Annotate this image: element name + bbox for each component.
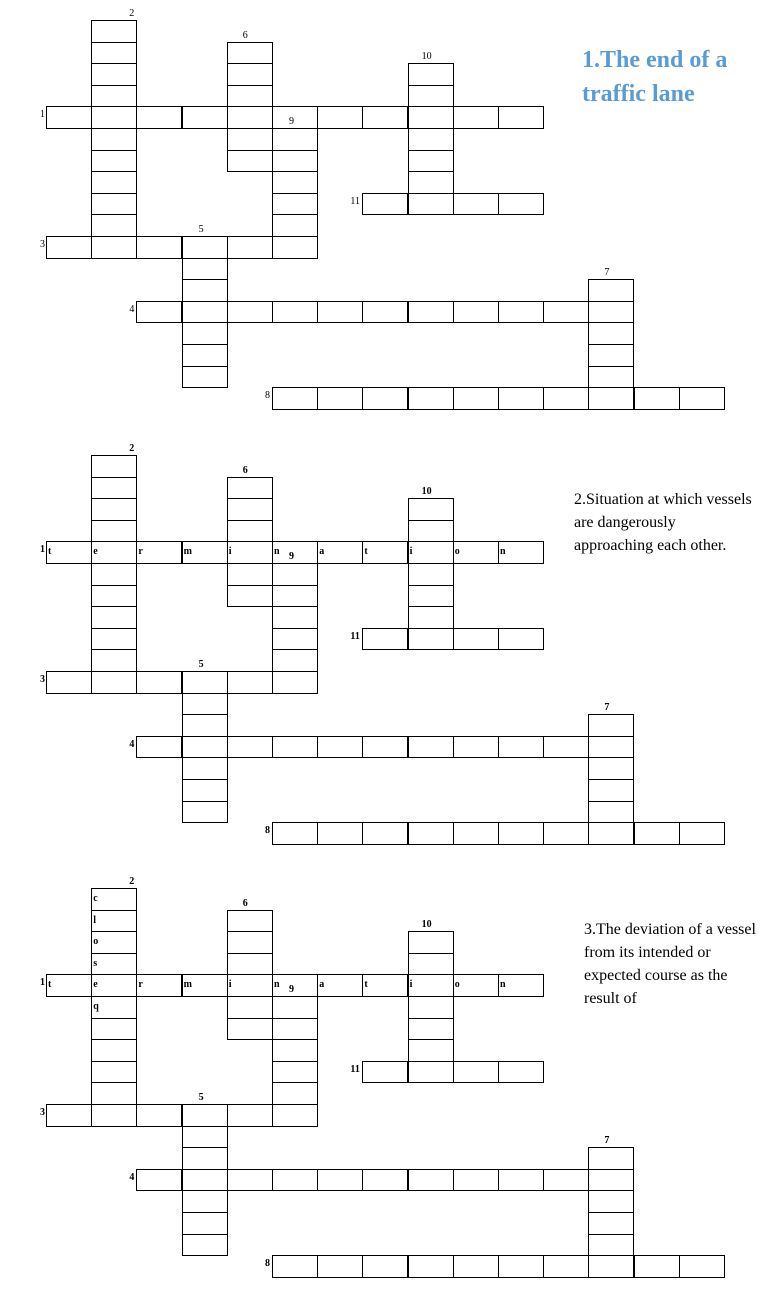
crossword-cell[interactable]: [498, 736, 544, 759]
crossword-cell[interactable]: [227, 974, 273, 997]
crossword-cell[interactable]: [408, 1169, 454, 1192]
crossword-cell[interactable]: [182, 1190, 228, 1213]
cell-letter: n: [500, 979, 506, 991]
crossword-cell[interactable]: [272, 150, 318, 173]
crossword-cell[interactable]: [272, 1018, 318, 1041]
crossword-cell[interactable]: [498, 541, 544, 564]
crossword-cell[interactable]: [227, 671, 273, 694]
crossword-cell[interactable]: [227, 128, 273, 151]
crossword-cell[interactable]: [408, 498, 454, 521]
cell-letter: n: [274, 979, 280, 991]
crossword-cell[interactable]: [362, 822, 408, 845]
crossword-cell[interactable]: [408, 736, 454, 759]
cell-letter: s: [93, 957, 98, 969]
crossword-cell[interactable]: [408, 563, 454, 586]
crossword-cell[interactable]: [136, 106, 182, 129]
crossword-cell[interactable]: [272, 822, 318, 845]
crossword-cell[interactable]: [46, 671, 92, 694]
crossword-cell[interactable]: [408, 822, 454, 845]
cell-letter: o: [454, 979, 460, 991]
crossword-cell[interactable]: [453, 736, 499, 759]
crossword-cell[interactable]: [227, 520, 273, 543]
clue-number-11: 11: [350, 1063, 360, 1075]
clue-number-8: 8: [265, 1258, 270, 1270]
clue-number-2: 2: [129, 8, 135, 19]
crossword-cell[interactable]: [227, 42, 273, 65]
crossword-cell[interactable]: [543, 301, 589, 324]
clue-number-5: 5: [198, 659, 204, 670]
crossword-cell[interactable]: [227, 953, 273, 976]
crossword-cell[interactable]: [272, 193, 318, 216]
cell-letter: r: [138, 979, 143, 991]
crossword-cell[interactable]: [362, 1169, 408, 1192]
cell-letter: a: [319, 979, 325, 991]
crossword-cell[interactable]: [408, 171, 454, 194]
crossword-cell[interactable]: [91, 236, 137, 259]
cell-letter: o: [454, 546, 460, 558]
crossword-cell[interactable]: [543, 387, 589, 410]
crossword-cell[interactable]: [272, 671, 318, 694]
crossword-cell[interactable]: [227, 106, 273, 129]
crossword-cell[interactable]: [227, 477, 273, 500]
crossword-cell[interactable]: [91, 85, 137, 108]
crossword-cell[interactable]: [272, 974, 318, 997]
clue-number-5: 5: [198, 1092, 204, 1103]
crossword-cell[interactable]: [408, 193, 454, 216]
crossword-cell[interactable]: [182, 757, 228, 780]
cell-letter: m: [183, 546, 192, 558]
crossword-cell[interactable]: [453, 193, 499, 216]
crossword-cell[interactable]: [272, 996, 318, 1019]
crossword-cell[interactable]: [182, 801, 228, 824]
clue-number-2: 2: [129, 876, 135, 887]
crossword-cell[interactable]: [362, 193, 408, 216]
crossword-cell[interactable]: [317, 1169, 363, 1192]
crossword-cell[interactable]: [272, 1039, 318, 1062]
crossword-cell[interactable]: [408, 974, 454, 997]
crossword-cell[interactable]: [588, 822, 634, 845]
clue-text-2: 2.Situation at which vessels are dangerously approaching each other.: [574, 491, 752, 554]
crossword-cell[interactable]: [46, 1104, 92, 1127]
crossword-cell[interactable]: [182, 106, 228, 129]
crossword-cell[interactable]: [91, 563, 137, 586]
crossword-cell[interactable]: [453, 106, 499, 129]
crossword-cell[interactable]: [498, 301, 544, 324]
clue-number-9: 9: [289, 551, 294, 562]
clue-number-4: 4: [129, 303, 135, 315]
cell-letter: l: [93, 914, 96, 926]
crossword-cell[interactable]: [91, 931, 137, 954]
crossword-cell[interactable]: [272, 128, 318, 151]
cell-letter: i: [228, 546, 232, 558]
clue-number-10: 10: [421, 919, 432, 931]
crossword-cell[interactable]: [91, 606, 137, 629]
clue-number-1: 1: [40, 977, 45, 989]
clue-number-11: 11: [350, 630, 360, 642]
crossword-cell[interactable]: [272, 236, 318, 259]
cell-letter: n: [500, 546, 506, 558]
crossword-cell[interactable]: [679, 387, 725, 410]
crossword-cell[interactable]: [227, 1104, 273, 1127]
crossword-cell[interactable]: [182, 322, 228, 345]
crossword-cell[interactable]: [498, 106, 544, 129]
crossword-cell[interactable]: [588, 779, 634, 802]
clue-text-3: 3.The deviation of a vessel from its intended or expected course as the result of: [584, 921, 756, 1007]
crossword-cell[interactable]: [588, 1169, 634, 1192]
crossword-cell[interactable]: [272, 1255, 318, 1278]
clue-number-8: 8: [265, 825, 270, 837]
crossword-cell[interactable]: [91, 888, 137, 911]
crossword-cell[interactable]: [408, 931, 454, 954]
crossword-cell[interactable]: [498, 974, 544, 997]
crossword-cell[interactable]: [362, 1255, 408, 1278]
crossword-cell[interactable]: [182, 1234, 228, 1257]
crossword-cell[interactable]: [91, 1018, 137, 1041]
cell-letter: q: [93, 1001, 99, 1012]
crossword-cell[interactable]: [136, 541, 182, 564]
crossword-cell[interactable]: [136, 1169, 182, 1192]
crossword-cell[interactable]: [408, 150, 454, 173]
crossword-cell[interactable]: [136, 301, 182, 324]
crossword-cell[interactable]: [91, 649, 137, 672]
crossword-cell[interactable]: [408, 1061, 454, 1084]
crossword-cell[interactable]: [588, 757, 634, 780]
crossword-cell[interactable]: [634, 822, 680, 845]
clue-number-5: 5: [198, 224, 204, 235]
crossword-cell[interactable]: [46, 236, 92, 259]
crossword-cell[interactable]: [182, 279, 228, 302]
clue-number-7: 7: [604, 702, 610, 714]
crossword-cell[interactable]: [227, 996, 273, 1019]
crossword-cell[interactable]: [227, 85, 273, 108]
crossword-cell[interactable]: [182, 344, 228, 367]
crossword-cell[interactable]: [408, 301, 454, 324]
crossword-cell[interactable]: [91, 455, 137, 478]
crossword-cell[interactable]: [543, 736, 589, 759]
crossword-cell[interactable]: [588, 322, 634, 345]
crossword-cell[interactable]: [91, 1039, 137, 1062]
crossword-cell[interactable]: [453, 628, 499, 651]
clue-number-3: 3: [40, 1107, 45, 1118]
crossword-cell[interactable]: [272, 736, 318, 759]
crossword-cell[interactable]: [408, 128, 454, 151]
crossword-cell[interactable]: [588, 801, 634, 824]
crossword-cell[interactable]: [362, 541, 408, 564]
crossword-cell[interactable]: [136, 974, 182, 997]
crossword-cell[interactable]: [588, 387, 634, 410]
crossword-cell[interactable]: [272, 1061, 318, 1084]
crossword-cell[interactable]: [182, 301, 228, 324]
crossword-cell[interactable]: [227, 585, 273, 608]
cell-letter: o: [93, 936, 99, 948]
crossword-cell[interactable]: [91, 953, 137, 976]
crossword-cell[interactable]: [588, 1190, 634, 1213]
crossword-cell[interactable]: [227, 63, 273, 86]
crossword-cell[interactable]: [272, 387, 318, 410]
crossword-cell[interactable]: [498, 1169, 544, 1192]
crossword-cell[interactable]: [317, 387, 363, 410]
crossword-cell[interactable]: [498, 822, 544, 845]
crossword-cell[interactable]: [91, 498, 137, 521]
crossword-cell[interactable]: [453, 822, 499, 845]
crossword-cell[interactable]: [362, 628, 408, 651]
crossword-cell[interactable]: [588, 1234, 634, 1257]
crossword-cell[interactable]: [272, 628, 318, 651]
cell-letter: t: [364, 546, 368, 558]
crossword-cell[interactable]: [453, 1061, 499, 1084]
crossword-cell[interactable]: [588, 1212, 634, 1235]
clue-number-2: 2: [129, 443, 135, 454]
crossword-cell[interactable]: [634, 1255, 680, 1278]
crossword-cell[interactable]: [272, 606, 318, 629]
crossword-cell[interactable]: [182, 1147, 228, 1170]
crossword-cell[interactable]: [46, 541, 92, 564]
cell-letter: t: [48, 979, 52, 991]
crossword-cell[interactable]: [91, 477, 137, 500]
crossword-cell[interactable]: [408, 953, 454, 976]
crossword-cell[interactable]: [588, 714, 634, 737]
cell-letter: i: [409, 979, 413, 991]
crossword-cell[interactable]: [679, 1255, 725, 1278]
crossword-cell[interactable]: [272, 1104, 318, 1127]
crossword-cell[interactable]: [136, 1104, 182, 1127]
crossword-cell[interactable]: [498, 1255, 544, 1278]
clue-text-1: 1.The end of a traffic lane: [582, 47, 728, 107]
crossword-cell[interactable]: [182, 974, 228, 997]
crossword-cell[interactable]: [91, 1082, 137, 1105]
clue-number-6: 6: [242, 29, 248, 41]
crossword-cell[interactable]: [272, 649, 318, 672]
crossword-cell[interactable]: [362, 106, 408, 129]
crossword-cell[interactable]: [543, 1255, 589, 1278]
clue-number-3: 3: [40, 239, 45, 250]
crossword-cell[interactable]: [408, 1039, 454, 1062]
crossword-cell[interactable]: [498, 193, 544, 216]
cell-letter: n: [274, 546, 280, 558]
crossword-cell[interactable]: [408, 1255, 454, 1278]
crossword-cell[interactable]: [588, 1147, 634, 1170]
crossword-cell[interactable]: [543, 822, 589, 845]
clue-number-7: 7: [604, 1135, 610, 1147]
crossword-cell[interactable]: [634, 387, 680, 410]
crossword-cell[interactable]: [588, 301, 634, 324]
crossword-cell[interactable]: [227, 563, 273, 586]
crossword-cell[interactable]: [272, 563, 318, 586]
crossword-cell[interactable]: [227, 736, 273, 759]
crossword-cell[interactable]: [408, 606, 454, 629]
crossword-cell[interactable]: [182, 1169, 228, 1192]
cell-letter: c: [93, 893, 98, 904]
crossword-cell[interactable]: [182, 1126, 228, 1149]
crossword-cell[interactable]: [498, 387, 544, 410]
crossword-cell[interactable]: [91, 193, 137, 216]
crossword-cell[interactable]: [498, 628, 544, 651]
crossword-cell[interactable]: [453, 1255, 499, 1278]
clue-number-9: 9: [289, 984, 294, 995]
crossword-cell[interactable]: [272, 585, 318, 608]
clue-number-6: 6: [242, 897, 248, 909]
crossword-cell[interactable]: [182, 366, 228, 389]
crossword-cell[interactable]: [91, 20, 137, 43]
crossword-cell[interactable]: [588, 736, 634, 759]
crossword-cell[interactable]: [91, 541, 137, 564]
clue-number-6: 6: [242, 464, 248, 476]
crossword-cell[interactable]: [408, 541, 454, 564]
crossword-cell[interactable]: [453, 541, 499, 564]
crossword-cell[interactable]: [362, 736, 408, 759]
crossword-cell[interactable]: [317, 106, 363, 129]
crossword-cell[interactable]: [679, 822, 725, 845]
clue-number-9: 9: [289, 116, 294, 127]
crossword-cell[interactable]: [182, 541, 228, 564]
crossword-cell[interactable]: [182, 779, 228, 802]
crossword-cell[interactable]: [317, 541, 363, 564]
crossword-cell[interactable]: [362, 1061, 408, 1084]
crossword-cell[interactable]: [408, 387, 454, 410]
crossword-cell[interactable]: [91, 520, 137, 543]
crossword-cell[interactable]: [227, 236, 273, 259]
crossword-cell[interactable]: [588, 344, 634, 367]
crossword-cell[interactable]: [408, 628, 454, 651]
crossword-cell[interactable]: [408, 520, 454, 543]
crossword-cell[interactable]: [182, 236, 228, 259]
clue-number-4: 4: [129, 738, 135, 750]
crossword-cell[interactable]: [227, 150, 273, 173]
cell-letter: i: [228, 979, 232, 991]
crossword-cell[interactable]: [227, 910, 273, 933]
crossword-cell[interactable]: [136, 736, 182, 759]
crossword-cell[interactable]: [317, 822, 363, 845]
crossword-cell[interactable]: [91, 628, 137, 651]
crossword-cell[interactable]: [91, 910, 137, 933]
crossword-cell[interactable]: [91, 671, 137, 694]
clue-number-10: 10: [421, 486, 432, 498]
clue-number-11: 11: [350, 195, 361, 207]
cell-letter: e: [93, 979, 98, 991]
crossword-cell[interactable]: [91, 974, 137, 997]
crossword-cell[interactable]: [408, 85, 454, 108]
cell-letter: i: [409, 546, 413, 558]
crossword-cell[interactable]: [91, 150, 137, 173]
crossword-cell[interactable]: [408, 1018, 454, 1041]
crossword-cell[interactable]: [227, 541, 273, 564]
clue-number-1: 1: [40, 109, 45, 121]
crossword-cell[interactable]: [453, 1169, 499, 1192]
cell-letter: t: [48, 546, 52, 558]
crossword-cell[interactable]: [453, 301, 499, 324]
crossword-cell[interactable]: [272, 301, 318, 324]
crossword-cell[interactable]: [272, 1082, 318, 1105]
crossword-cell[interactable]: [317, 301, 363, 324]
crossword-cell[interactable]: [91, 128, 137, 151]
crossword-cell[interactable]: [498, 1061, 544, 1084]
crossword-cell[interactable]: [182, 1212, 228, 1235]
crossword-cell[interactable]: [588, 1255, 634, 1278]
clue-number-10: 10: [421, 51, 432, 63]
crossword-cell[interactable]: [408, 106, 454, 129]
clue-number-7: 7: [604, 267, 610, 279]
crossword-cell[interactable]: [588, 366, 634, 389]
crossword-cell[interactable]: [362, 387, 408, 410]
cell-letter: m: [183, 979, 192, 991]
crossword-cell[interactable]: [91, 585, 137, 608]
cell-letter: t: [364, 979, 368, 991]
crossword-cell[interactable]: [91, 1061, 137, 1084]
crossword-cell[interactable]: [136, 671, 182, 694]
crossword-cell[interactable]: [272, 106, 318, 129]
crossword-cell[interactable]: [227, 1169, 273, 1192]
cell-letter: e: [93, 546, 98, 558]
clue-number-3: 3: [40, 674, 45, 685]
crossword-cell[interactable]: [272, 541, 318, 564]
crossword-cell[interactable]: [408, 63, 454, 86]
crossword-cell[interactable]: [46, 974, 92, 997]
clue-number-4: 4: [129, 1171, 135, 1183]
crossword-cell[interactable]: [272, 214, 318, 237]
crossword-cell[interactable]: [182, 258, 228, 281]
crossword-cell[interactable]: [272, 171, 318, 194]
crossword-cell[interactable]: [91, 214, 137, 237]
crossword-cell[interactable]: [588, 279, 634, 302]
crossword-cell[interactable]: [317, 974, 363, 997]
crossword-cell[interactable]: [91, 106, 137, 129]
crossword-cell[interactable]: [408, 585, 454, 608]
crossword-cell[interactable]: [227, 301, 273, 324]
crossword-cell[interactable]: [182, 1104, 228, 1127]
crossword-cell[interactable]: [182, 671, 228, 694]
crossword-cell[interactable]: [182, 693, 228, 716]
crossword-cell[interactable]: [91, 42, 137, 65]
crossword-cell[interactable]: [91, 63, 137, 86]
crossword-cell[interactable]: [453, 974, 499, 997]
crossword-cell[interactable]: [227, 498, 273, 521]
crossword-cell[interactable]: [182, 714, 228, 737]
cell-letter: r: [138, 546, 143, 558]
crossword-cell[interactable]: [362, 974, 408, 997]
crossword-cell[interactable]: [91, 1104, 137, 1127]
crossword-cell[interactable]: [182, 736, 228, 759]
crossword-cell[interactable]: [136, 236, 182, 259]
crossword-cell[interactable]: [408, 996, 454, 1019]
crossword-cell[interactable]: [317, 1255, 363, 1278]
cell-letter: a: [319, 546, 325, 558]
crossword-cell[interactable]: [272, 1169, 318, 1192]
crossword-cell[interactable]: [453, 387, 499, 410]
crossword-cell[interactable]: [317, 736, 363, 759]
crossword-cell[interactable]: [543, 1169, 589, 1192]
crossword-cell[interactable]: [91, 996, 137, 1019]
crossword-cell[interactable]: [91, 171, 137, 194]
crossword-cell[interactable]: [362, 301, 408, 324]
crossword-cell[interactable]: [227, 931, 273, 954]
crossword-cell[interactable]: [227, 1018, 273, 1041]
crossword-cell[interactable]: [46, 106, 92, 129]
clue-number-8: 8: [265, 390, 270, 402]
clue-number-1: 1: [40, 544, 45, 556]
